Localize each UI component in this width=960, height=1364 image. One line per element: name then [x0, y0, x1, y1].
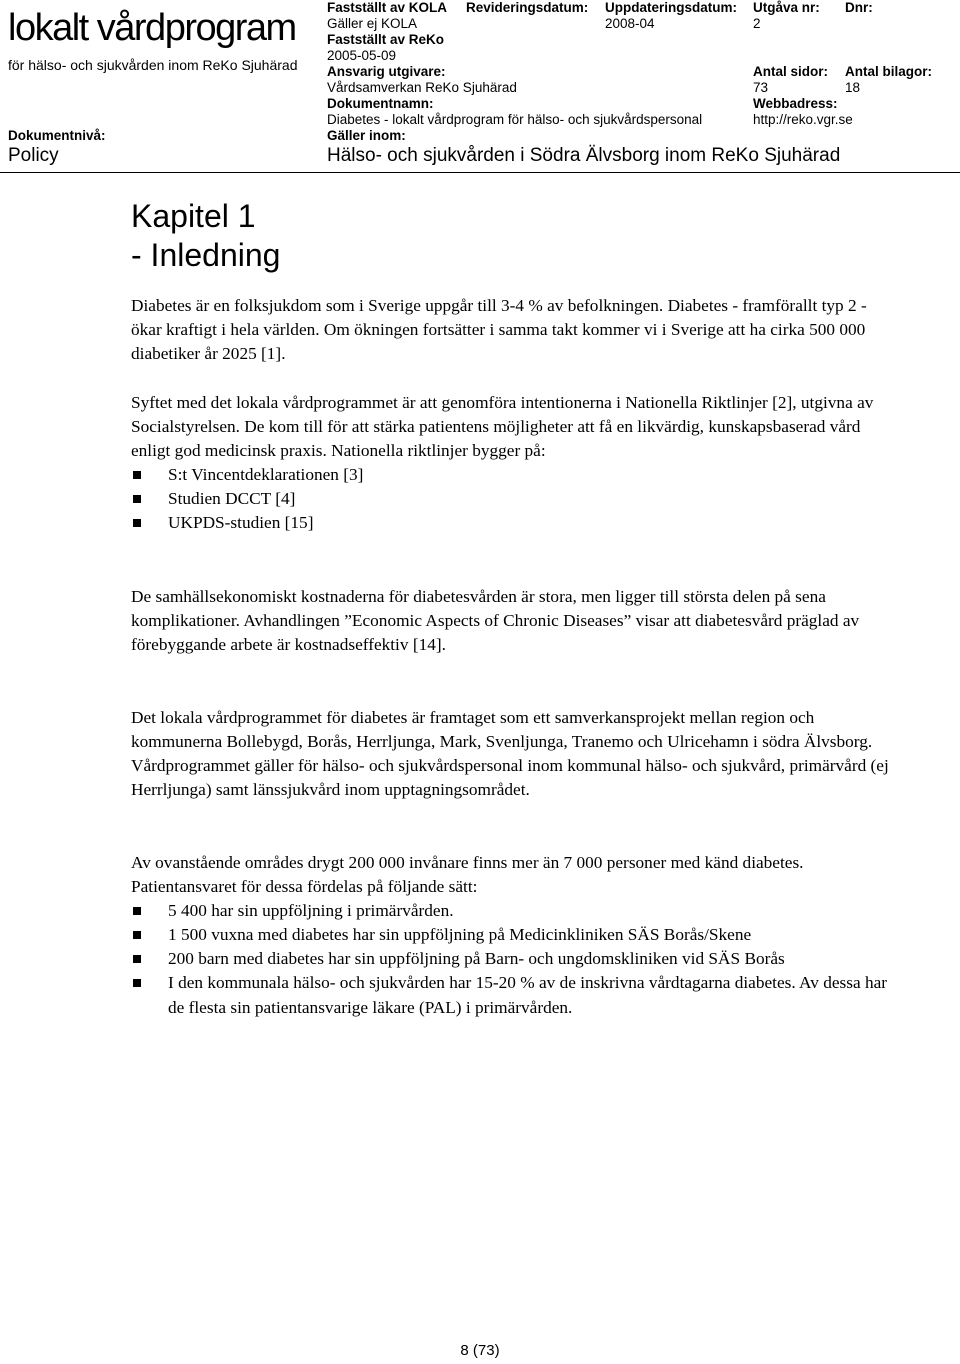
antal-sidor-label: Antal sidor:: [753, 64, 829, 79]
fastst-reko-label: Fastställt av ReKo: [327, 32, 445, 47]
dnr-label: Dnr:: [845, 0, 873, 15]
square-bullet-icon: [133, 931, 141, 939]
square-bullet-icon: [133, 979, 141, 987]
paragraph-costs: [131, 585, 891, 657]
antal-bilagor-label: Antal bilagor:: [845, 64, 932, 79]
uppdatering-label: Uppdateringsdatum:: [605, 0, 738, 15]
guidelines-list: [131, 463, 891, 535]
galler-inom-value: Hälso- och sjukvården i Södra Älvsborg inom ReKo Sjuhärad: [327, 145, 841, 166]
fastst-kola-value: Gäller ej KOLA: [327, 16, 418, 31]
dokumentniva-value: Policy: [8, 145, 59, 166]
logo-subtitle: för hälso- och sjukvården inom ReKo Sjuhärad: [8, 57, 298, 73]
paragraph-text: Syftet med det lokala vårdprogrammet är att genomföra intentionerna i Nationella Riktlinjer [2], utgivna av Socialstyrelsen. De kom till för att stärka patientens möjligheter att få en likvärdig, kunskapsbaserad vård enligt god medicinsk praxis. Nationella riktlinjer bygger på:: [131, 393, 874, 461]
list-item: UKPDS-studien [15]: [131, 511, 891, 535]
page-number: 8 (73): [460, 1342, 500, 1359]
header-divider: [0, 172, 960, 173]
dokumentnamn-value: Diabetes - lokalt vårdprogram för hälso- och sjukvårdspersonal: [327, 112, 703, 127]
revidering-label: Revideringsdatum:: [466, 0, 589, 15]
galler-inom-label: Gäller inom:: [327, 128, 406, 143]
square-bullet-icon: [133, 907, 141, 915]
fastst-kola-label: Fastställt av KOLA: [327, 0, 448, 15]
paragraph-purpose: [131, 391, 891, 536]
utgava-value: 2: [753, 16, 761, 31]
paragraph-text: Diabetes är en folksjukdom som i Sverige uppgår till 3-4 % av befolkningen. Diabetes - framförallt typ 2 - ökar kraftigt i hela världen. Om ökningen fortsätter i samma takt kommer vi i Sverige att ha cirka 500 000 diabetiker år 2025 [1].: [131, 296, 867, 364]
square-bullet-icon: [133, 519, 141, 527]
paragraph-prevalence: [131, 294, 891, 366]
list-item: 1 500 vuxna med diabetes har sin uppföljning på Medicinkliniken SÄS Borås/Skene: [131, 923, 808, 947]
antal-sidor-value: 73: [753, 80, 769, 95]
webbadress-link[interactable]: http://reko.vgr.se: [753, 112, 853, 127]
utgava-label: Utgåva nr:: [753, 0, 820, 15]
paragraph-text: Av ovanstående områdes drygt 200 000 invånare finns mer än 7 000 personer med känd diabetes. Patientansvaret för dessa fördelas på följande sätt:: [131, 853, 804, 897]
antal-bilagor-value: 18: [845, 80, 861, 95]
webbadress-label: Webbadress:: [753, 96, 838, 111]
paragraph-patient-responsibility: [131, 851, 891, 1020]
paragraph-text: Det lokala vårdprogrammet för diabetes är framtaget som ett samverkansprojekt mellan region och kommunerna Bollebygd, Borås, Herrljunga, Mark, Svenljunga, Tranemo och Ulricehamn i södra Älvsborg. Vårdprogrammet gäller för hälso- och sjukvårdspersonal inom kommunal hälso- och sjukvård, primärvård (ej Herrljunga) samt länssjukvård inom upptagningsområdet.: [131, 708, 889, 800]
chapter-title-line2: - Inledning: [131, 237, 281, 273]
uppdatering-value: 2008-04: [605, 16, 655, 31]
list-item: Studien DCCT [4]: [131, 487, 891, 511]
responsibility-list: [131, 899, 891, 1019]
square-bullet-icon: [133, 495, 141, 503]
paragraph-text: De samhällsekonomiskt kostnaderna för diabetesvården är stora, men ligger till största delen på sena komplikationer. Avhandlingen ”Economic Aspects of Chronic Diseases” visar att diabetesvård präglad av förebyggande arbete är kostnadseffektiv [14].: [131, 587, 860, 655]
logo-title: lokalt vårdprogram: [8, 7, 296, 49]
chapter-title-line1: Kapitel 1: [131, 198, 256, 234]
square-bullet-icon: [133, 471, 141, 479]
ansvarig-label: Ansvarig utgivare:: [327, 64, 446, 79]
square-bullet-icon: [133, 955, 141, 963]
dokumentniva-label: Dokumentnivå:: [8, 128, 106, 143]
paragraph-project: [131, 706, 891, 802]
list-item: I den kommunala hälso- och sjukvården har 15-20 % av de inskrivna vårdtagarna diabetes. Av dessa har de flesta sin patientansvarige läkare (PAL) i primärvården.: [131, 971, 891, 1019]
list-item: S:t Vincentdeklarationen [3]: [131, 463, 891, 487]
fastst-reko-value: 2005-05-09: [327, 48, 397, 63]
list-item: 5 400 har sin uppföljning i primärvården.: [131, 899, 891, 923]
dokumentnamn-label: Dokumentnamn:: [327, 96, 434, 111]
list-item: 200 barn med diabetes har sin uppföljning på Barn- och ungdomskliniken vid SÄS Borås: [131, 947, 888, 971]
ansvarig-value: Vårdsamverkan ReKo Sjuhärad: [327, 80, 517, 95]
